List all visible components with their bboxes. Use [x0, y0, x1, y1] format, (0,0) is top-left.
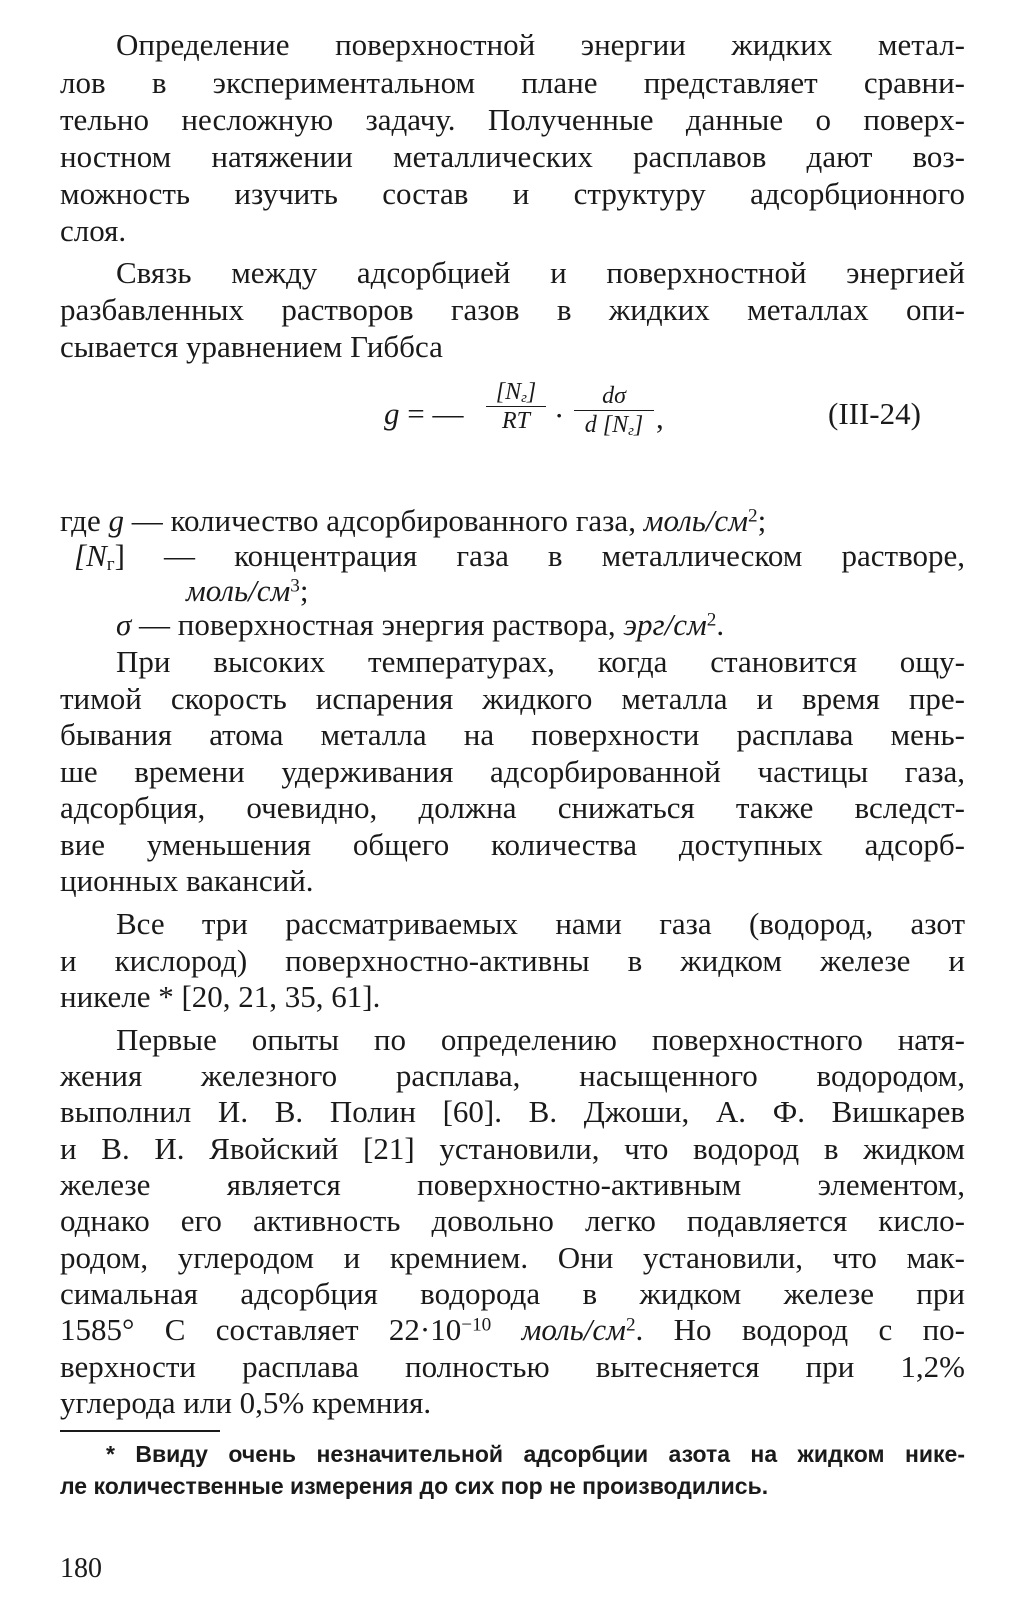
fraction-dsigma-over-dn [574, 382, 654, 439]
definition-g [60, 502, 965, 540]
fraction-denominator [574, 411, 654, 439]
unit-exponent: 2 [706, 609, 717, 631]
symbol-g: g [384, 396, 400, 431]
unit: моль/см [491, 1312, 626, 1347]
text-line: слоя. [60, 213, 127, 248]
text-line: ностном натяжении металлических расплавов дают воз- [60, 139, 965, 174]
definition-text: — количество адсорбированного газа, [123, 503, 644, 538]
symbol-g: g [108, 503, 124, 538]
text-line: ционных вакансий. [60, 863, 314, 898]
symbol-sigma: σ [116, 607, 132, 642]
text-line: однако его активность довольно легко подавляется кисло- [60, 1203, 965, 1238]
formula-comma: , [656, 400, 664, 435]
den-close: ] [633, 412, 644, 438]
text-line: При высоких температурах, когда становится ощу- [116, 644, 965, 679]
text-line: выполнил И. В. Полин [60]. В. Джоши, А. Ф. Вишкарев [60, 1094, 965, 1129]
where-word: где [60, 503, 109, 538]
unit: моль/см [643, 503, 748, 538]
definition-concentration [74, 537, 965, 575]
text-line: жения железного расплава, насыщенного водородом, [60, 1058, 965, 1093]
text-line: Первые опыты по определению поверхностного натя- [116, 1022, 965, 1057]
unit: эрг/см [623, 607, 707, 642]
symbol-close: ] [114, 538, 125, 573]
unit: моль/см [186, 573, 291, 608]
exponent: −10 [461, 1314, 492, 1336]
text-line: сывается уравнением Гиббса [60, 329, 443, 364]
den-sub: г [628, 422, 634, 439]
text-line: адсорбция, очевидно, должна снижаться также вследст- [60, 790, 965, 825]
text-line: тимой скорость испарения жидкого металла и время пре- [60, 681, 965, 716]
equation-lhs [384, 396, 463, 432]
text-line: Связь между адсорбцией и поверхностной энергией [116, 255, 965, 290]
symbol-n [74, 538, 125, 573]
punctuation: . [716, 607, 725, 642]
text-line: симальная адсорбция водорода в жидком железе при [60, 1276, 965, 1311]
text-line: и кислород) поверхностно-активны в жидком железе и [60, 943, 965, 978]
num-sub: г [521, 389, 527, 406]
unit-exponent: 2 [747, 505, 758, 527]
equation-number: (III-24) [828, 396, 921, 431]
footnote-line: ле количественные измерения до сих пор не производились. [60, 1473, 769, 1499]
text-run: . Но водород с по- [635, 1312, 965, 1347]
symbol-text: [N [74, 538, 107, 573]
text-line: железе является поверхностно-активным элементом, [60, 1167, 965, 1202]
text-line: разбавленных растворов газов в жидких металлах опи- [60, 292, 965, 327]
text-line: верхности расплава полностью вытесняется при 1,2% [60, 1349, 965, 1384]
text-line: ше времени удерживания адсорбированной частицы газа, [60, 754, 965, 789]
footnote-line: * Ввиду очень незначительной адсорбции азота на жидком нике- [106, 1441, 965, 1467]
num-close: ] [526, 379, 537, 405]
den-text: d [N [584, 412, 629, 438]
punctuation: ; [757, 503, 767, 538]
punctuation: ; [299, 573, 309, 608]
unit-exponent: 3 [290, 575, 300, 597]
text-line [60, 1311, 965, 1349]
text-line: вие уменьшения общего количества доступных адсорб- [60, 827, 965, 862]
text-line: тельно несложную задачу. Полученные данные о поверх- [60, 102, 965, 137]
text-line: родом, углеродом и кремнием. Они установили, что мак- [60, 1240, 965, 1275]
text-line: углерода или 0,5% кремния. [60, 1385, 432, 1420]
text-line: и В. И. Явойский [21] установили, что водород в жидком [60, 1131, 965, 1166]
text-line: бывания атома металла на поверхности расплава мень- [60, 717, 965, 752]
text-line: Определение поверхностной энергии жидких метал- [116, 27, 965, 62]
definition-text: — концентрация газа в металлическом растворе, [124, 538, 965, 573]
symbol-sub: г [106, 553, 115, 575]
text-line: можность изучить состав и структуру адсорбционного [60, 176, 965, 211]
text-line: Все три рассматриваемых нами газа (водород, азот [116, 906, 965, 941]
definition-sigma [116, 606, 965, 644]
text-line: никеле * [20, 21, 35, 61]. [60, 979, 381, 1014]
fraction-numerator: dσ [602, 383, 626, 409]
definition-text: — поверхностная энергия раствора, [131, 607, 624, 642]
equals-minus: = — [399, 396, 464, 431]
fraction-denominator: RT [501, 408, 530, 434]
unit-exponent: 2 [625, 1314, 636, 1336]
fraction-concentration-over-rt [486, 378, 546, 435]
definition-concentration-unit [186, 572, 586, 610]
gibbs-equation [0, 378, 1014, 468]
page-number: 180 [60, 1553, 102, 1584]
fraction-numerator [486, 378, 546, 406]
text-line: лов в экспериментальном плане представляет сравни- [60, 65, 965, 100]
footnote-rule [60, 1430, 220, 1432]
num-text: [N [495, 379, 522, 405]
text-run: 1585° С составляет 22·10 [60, 1312, 462, 1347]
multiplication-dot: · [554, 398, 565, 433]
